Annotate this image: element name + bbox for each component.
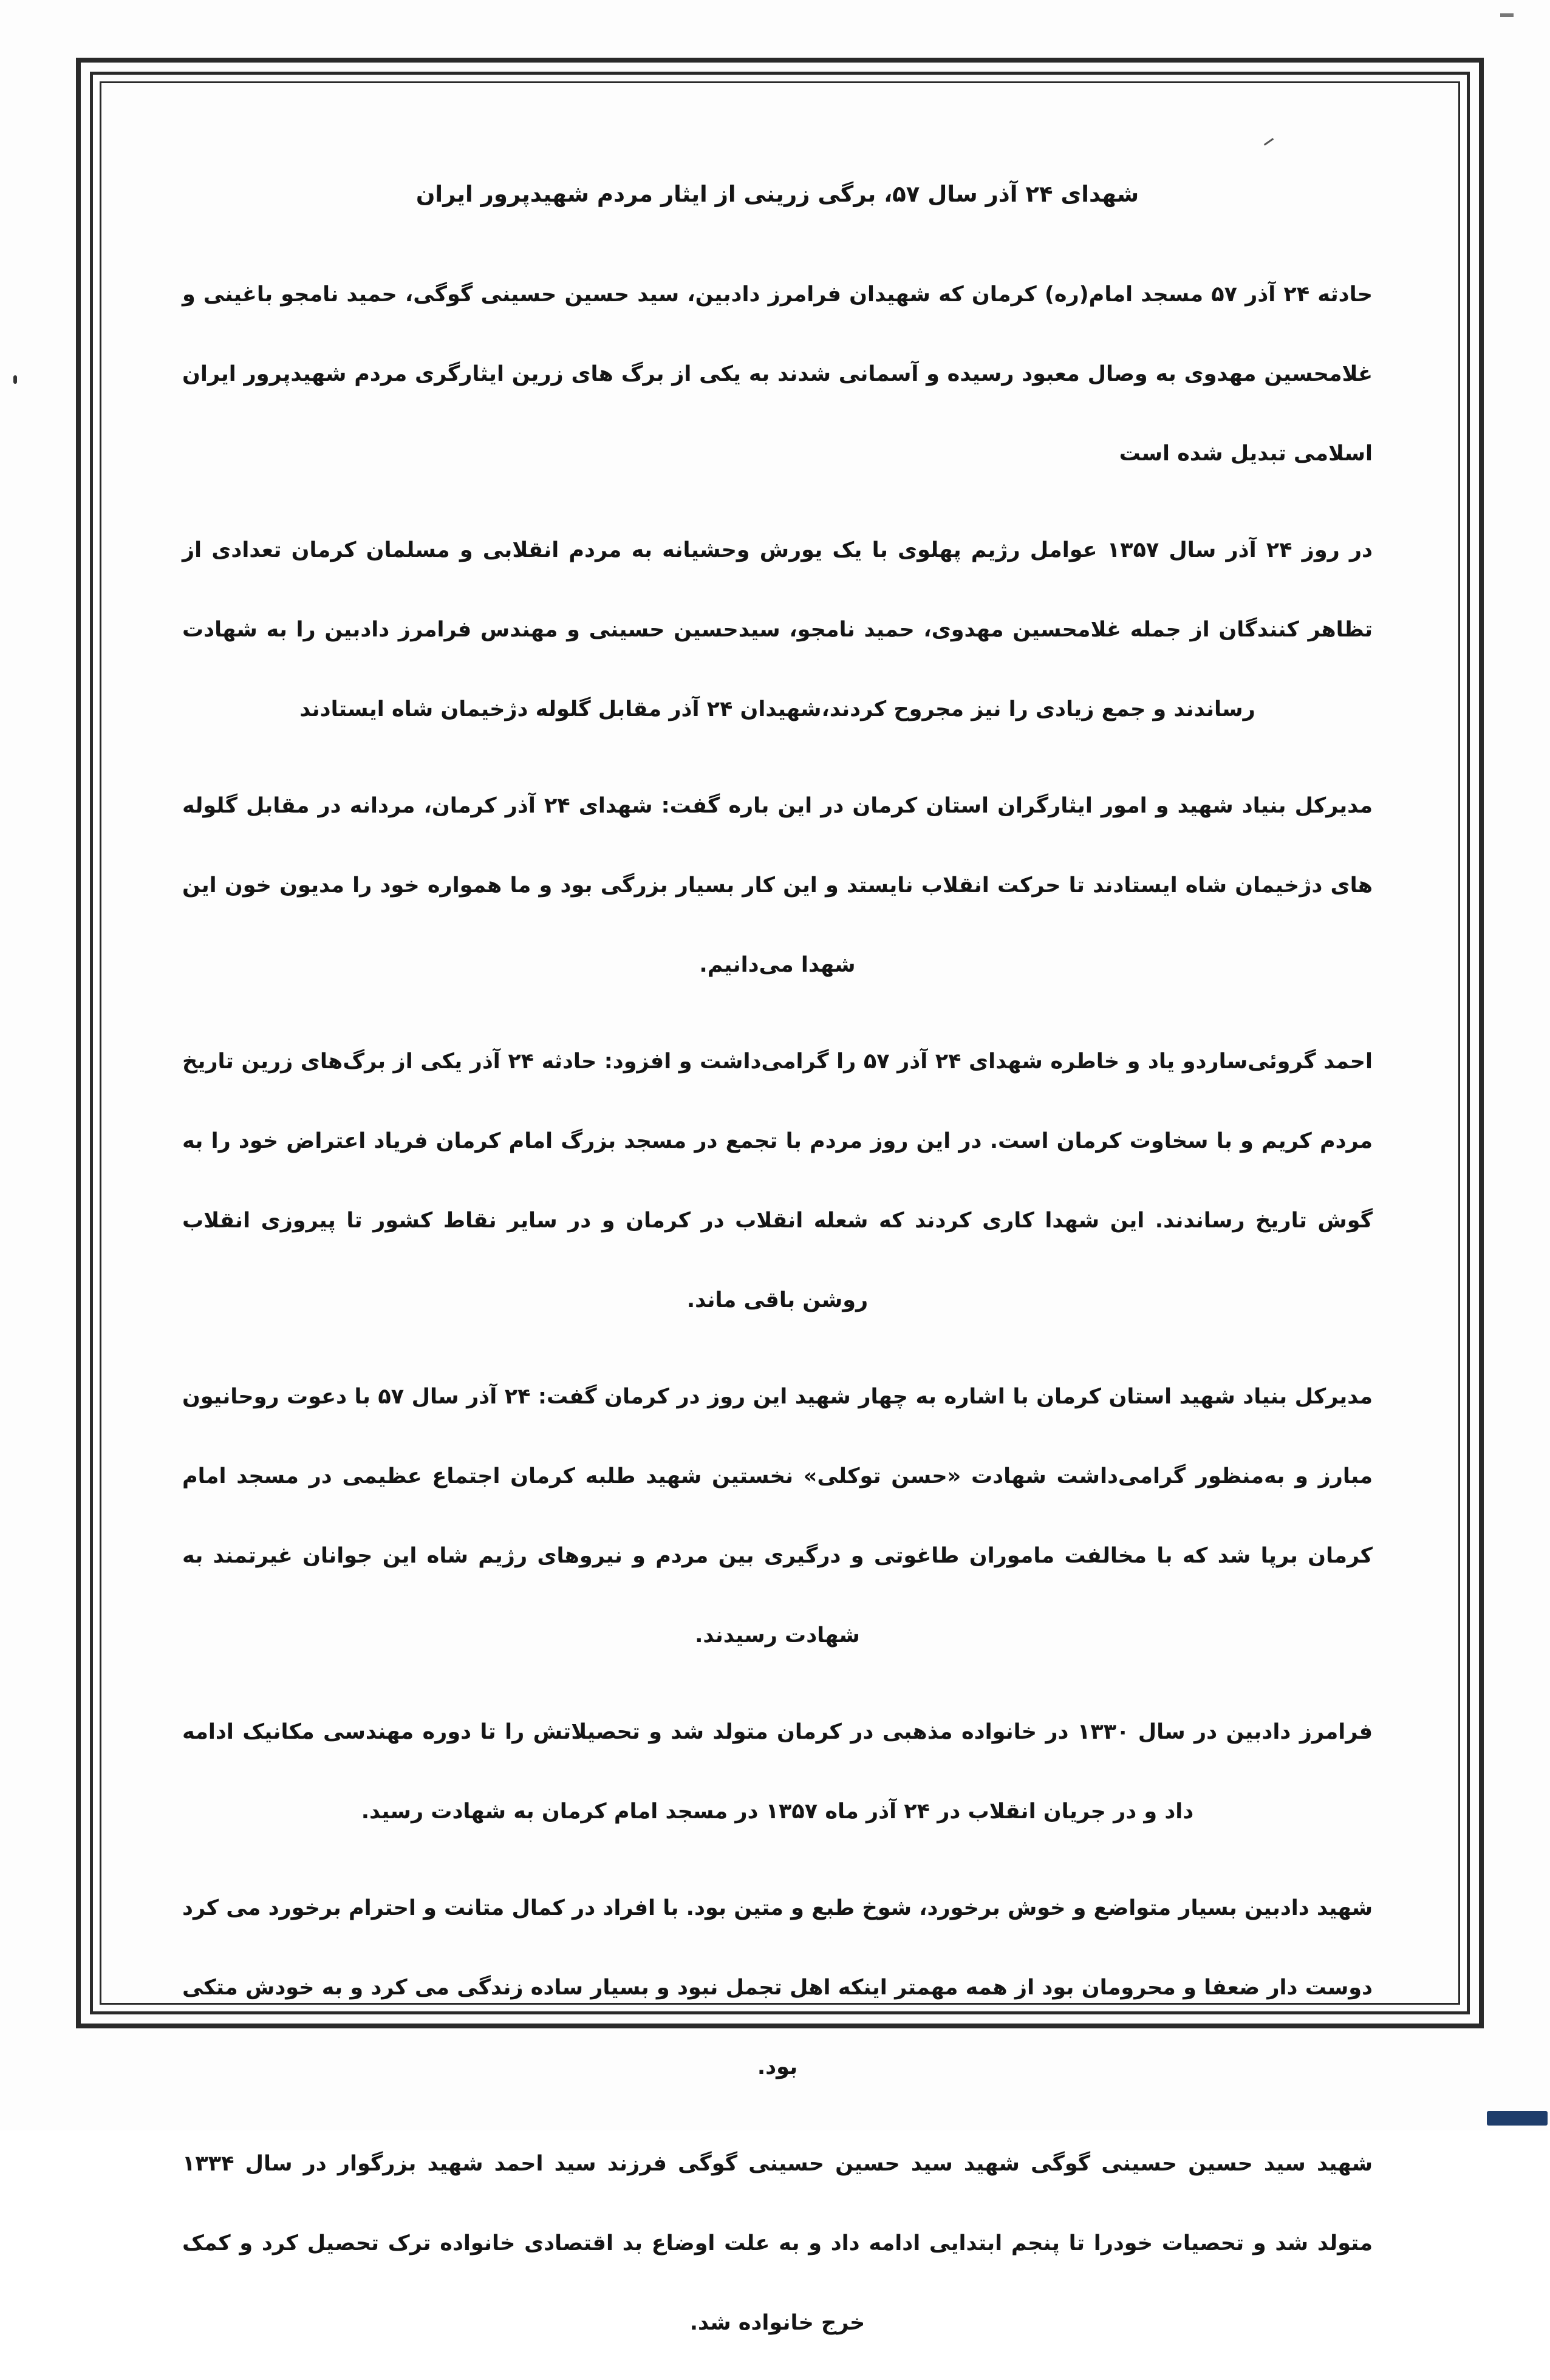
paragraph-5: مدیرکل بنیاد شهید استان کرمان با اشاره به چهار شهید این روز در کرمان گفت: ۲۴ آذر سال ۵۷ با دعوت روحانیون مبارز و به‌منظور گرامی‌داشت شهادت «حسن توکلی» نخستین شهید طلبه کرمان اجتماع عظیمی در مسجد امام کرمان برپا شد که با مخالفت ماموران طاغوتی و درگیری بین مردم و نیروهای رژیم شاه این جوانان غیرتمند به شهادت رسیدند. bbox=[182, 1385, 1373, 1648]
paragraph-2: در روز ۲۴ آذر سال ۱۳۵۷ عوامل رژیم پهلوی با یک یورش وحشیانه به مردم انقلابی و مسلمان کرمان تعدادی از تظاهر کنندگان از جمله غلامحسین مهدوی، حمید نامجو، سیدحسین حسینی و مهندس فرامرز دادبین را به شهادت رساندند و جمع زیادی را نیز مجروح کردند،شهیدان ۲۴ آذر مقابل گلوله دژخیمان شاه ایستادند bbox=[182, 538, 1373, 721]
document-title: شهدای ۲۴ آذر سال ۵۷، برگی زرینی از ایثار مردم شهیدپرور ایران bbox=[415, 181, 1139, 207]
paragraph-8: شهید سید حسین حسینی گوگی شهید سید حسین حسینی گوگی فرزند سید احمد شهید بزرگوار در سال ۱۳۳۴ متولد شد و تحصیات خودرا تا پنجم ابتدایی ادامه داد و به علت اوضاع بد اقتصادی خانواده ترک تحصیل کرد و کمک خرج خانواده شد. bbox=[182, 2152, 1373, 2335]
scan-mark-top-right bbox=[1500, 13, 1514, 17]
document-body bbox=[182, 164, 1373, 2380]
scan-mark-left bbox=[13, 375, 17, 384]
paragraph-7: شهید دادبین بسیار متواضع و خوش برخورد، شوخ طبع و متین بود. با افراد در کمال متانت و احترام برخورد می کرد دوست دار ضعفا و محرومان بود از همه مهمتر اینکه اهل تجمل نبود و بسیار ساده زندگی می کرد و به خودش متکی بود. bbox=[182, 1896, 1373, 2079]
paragraph-6: فرامرز دادبین در سال ۱۳۳۰ در خانواده مذهبی در کرمان متولد شد و تحصیلاتش را تا دوره مهندسی مکانیک ادامه داد و در جریان انقلاب در ۲۴ آذر ماه ۱۳۵۷ در مسجد امام کرمان به شهادت رسید. bbox=[182, 1720, 1373, 1824]
paragraph-3: مدیرکل بنیاد شهید و امور ایثارگران استان کرمان در این باره گفت: شهدای ۲۴ آذر کرمان، مردانه در مقابل گلوله های دژخیمان شاه ایستادند تا حرکت انقلاب نایستد و این کار بسیار بزرگی بود و ما همواره خود را مدیون خون این شهدا می‌دانیم. bbox=[182, 794, 1373, 977]
paragraph-4: احمد گروئی‌ساردو یاد و خاطره شهدای ۲۴ آذر ۵۷ را گرامی‌داشت و افزود: حادثه ۲۴ آذر یکی از برگ‌های زرین تاریخ مردم کریم و با سخاوت کرمان است. در این روز مردم با تجمع در مسجد بزرگ امام کرمان فریاد اعتراض خود را به گوش تاریخ رساندند. این شهدا کاری کردند که شعله انقلاب در کرمان و در سایر نقاط کشور تا پیروزی انقلاب روشن باقی ماند. bbox=[182, 1049, 1373, 1312]
site-logo-watermark bbox=[1487, 2111, 1548, 2126]
paragraph-1: حادثه ۲۴ آذر ۵۷ مسجد امام(ره) کرمان که شهیدان فرامرز دادبین، سید حسین حسینی گوگی، حمید نامجو باغینی و غلامحسین مهدوی به وصال معبود رسیده و آسمانی شدند به یکی از برگ های زرین ایثارگری مردم شهیدپرور ایران اسلامی تبدیل شده است bbox=[182, 282, 1373, 466]
